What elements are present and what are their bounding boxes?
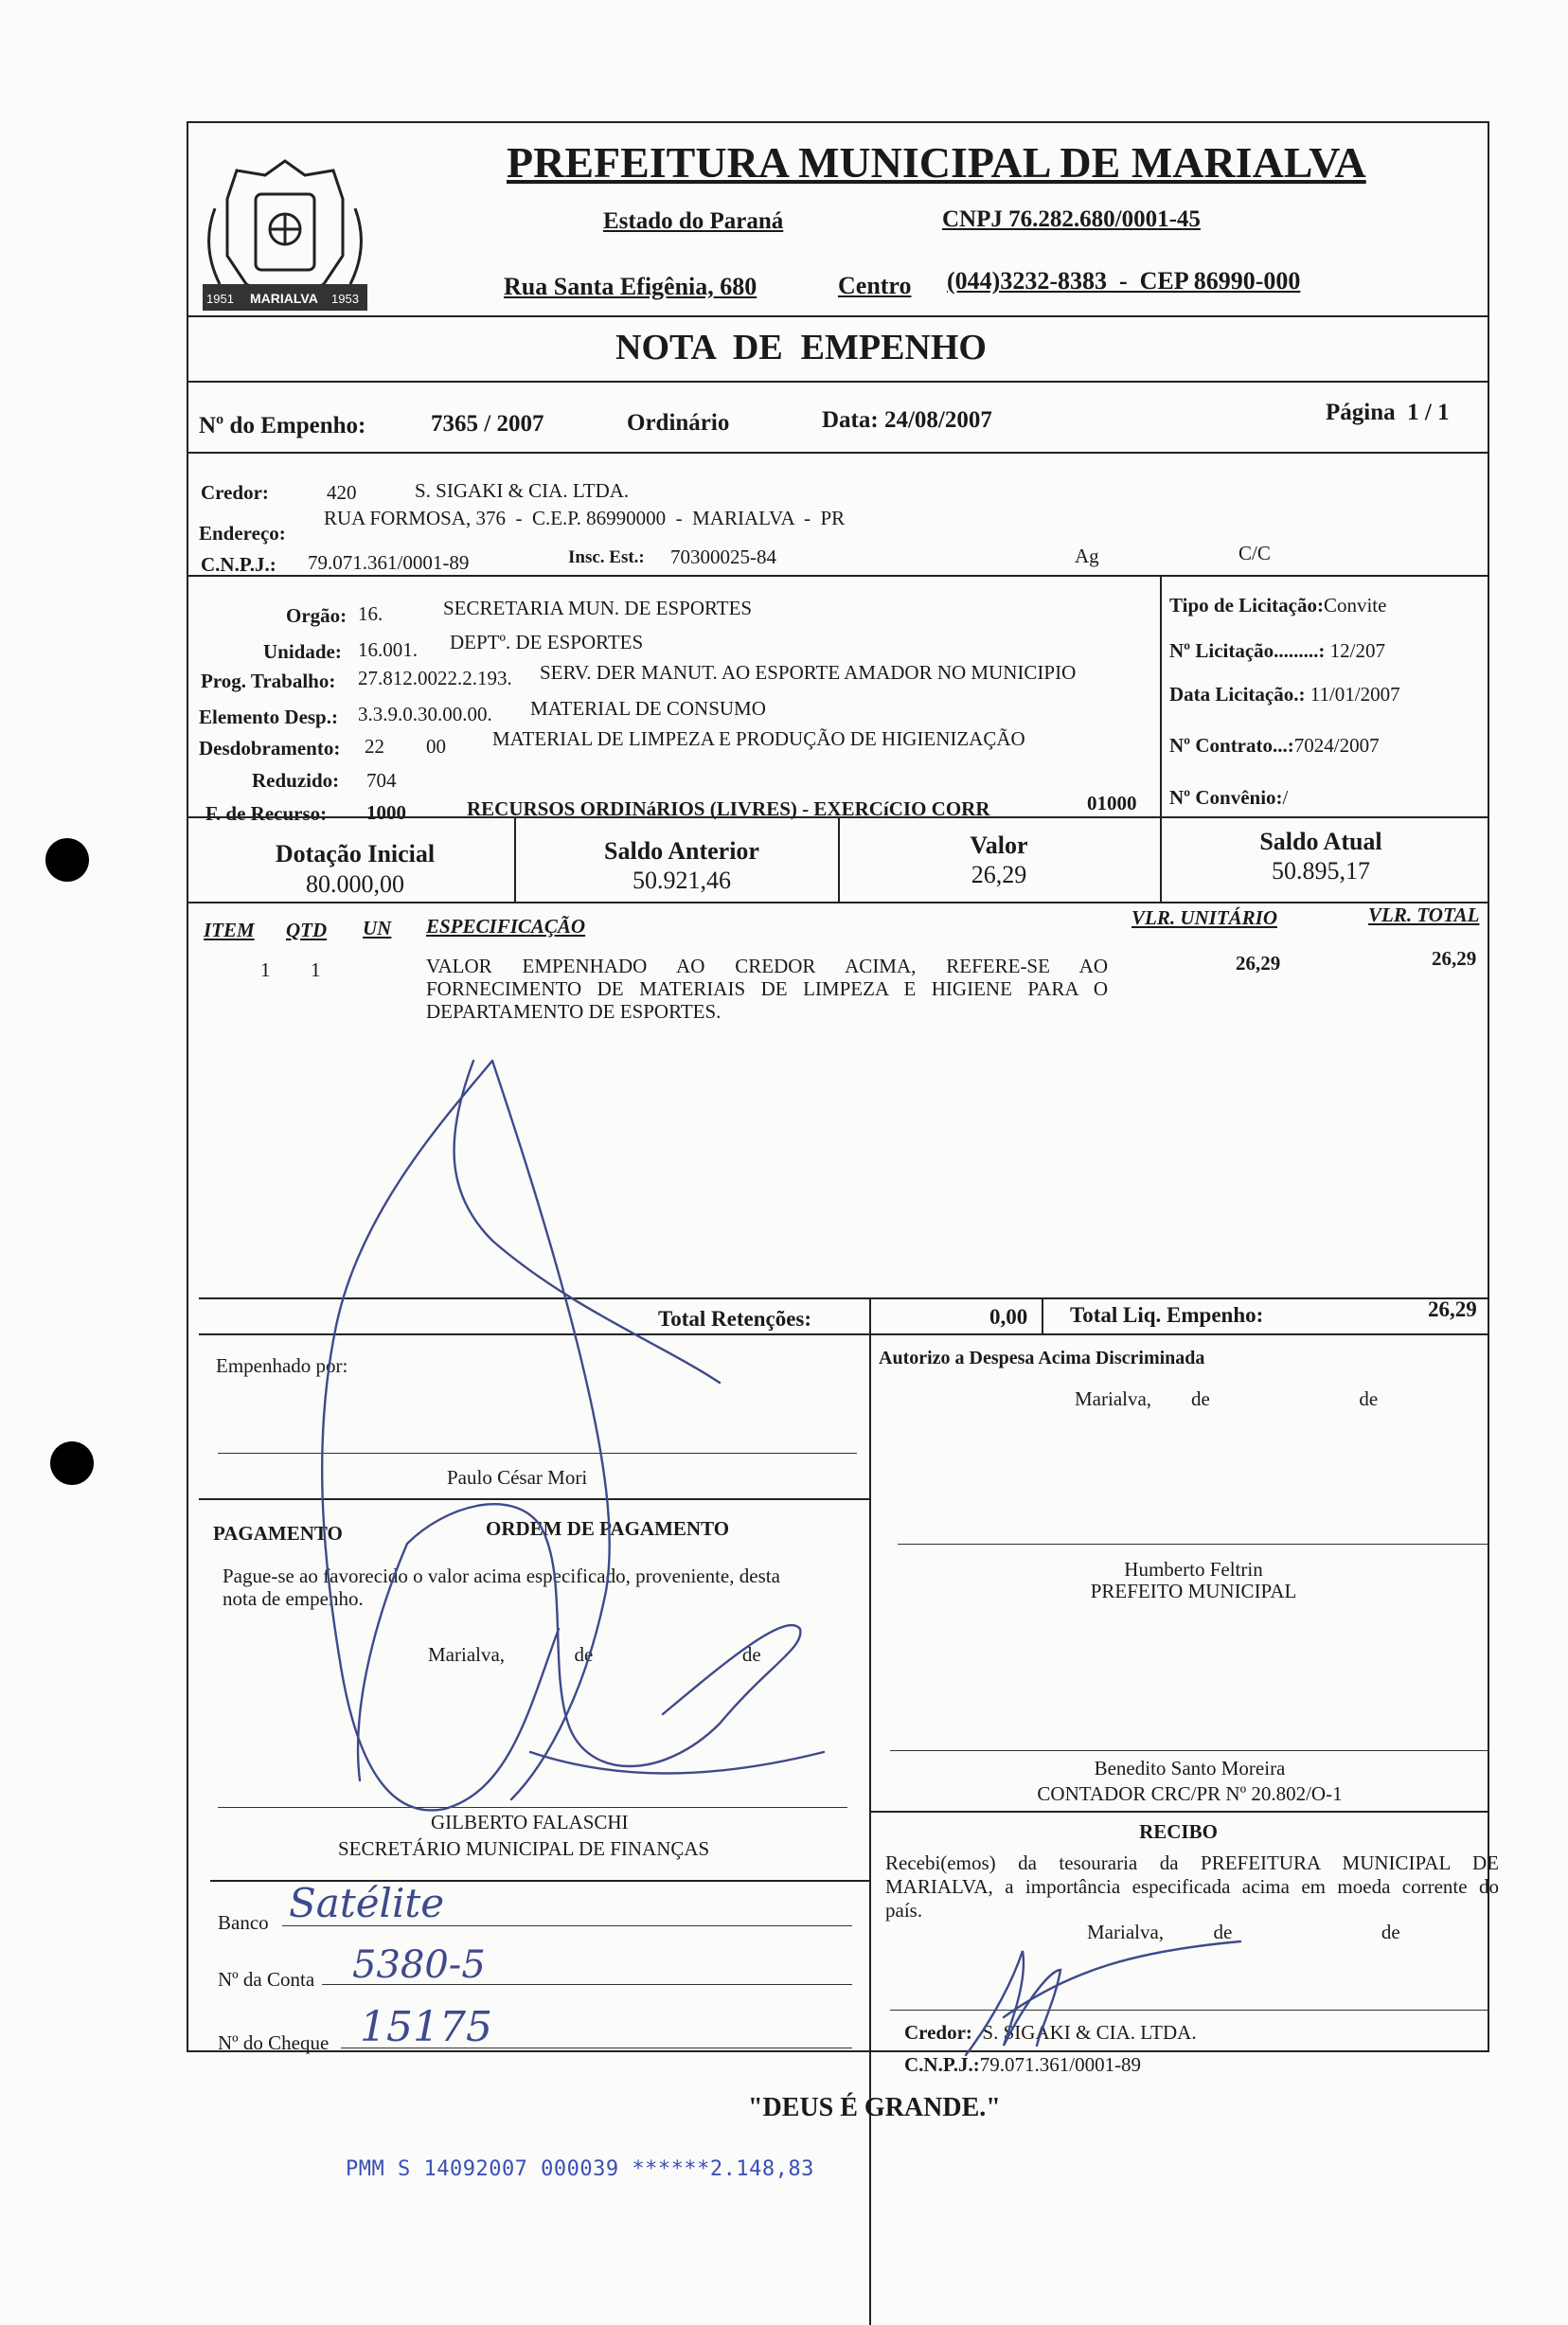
item-vlr-unitario: 26,29: [1236, 952, 1281, 975]
item-vlr-total: 26,29: [1432, 947, 1477, 970]
item-desc-line1: VALOR EMPENHADO AO CREDOR ACIMA, REFERE-SE AO: [426, 955, 1108, 977]
recibo-cnpj-value: 79.071.361/0001-89: [979, 2053, 1142, 2076]
header-cnpj: CNPJ 76.282.680/0001-45: [942, 206, 1201, 232]
licitacao-data-value: 11/01/2007: [1310, 683, 1400, 706]
empenho-page: Página 1 / 1: [1326, 400, 1450, 425]
total-retencoes-value: 0,00: [989, 1305, 1028, 1329]
total-liq-value: 26,29: [1428, 1297, 1477, 1321]
desd-label: Desdobramento:: [199, 737, 341, 760]
item-number: 1: [260, 958, 271, 981]
recibo-line2: MARIALVA, a importância especificada acima em moeda corrente do: [885, 1875, 1499, 1898]
autorizo-label: Autorizo a Despesa Acima Discriminada: [879, 1348, 1205, 1368]
header-street: Rua Santa Efigênia, 680: [504, 273, 757, 300]
elem-code: 3.3.9.0.30.00.00.: [358, 703, 492, 725]
prog-label: Prog. Trabalho:: [201, 670, 336, 692]
licitacao-data-label: Data Licitação.:: [1169, 683, 1306, 706]
contador-cargo: CONTADOR CRC/PR Nº 20.802/O-1: [1037, 1782, 1343, 1805]
empenhado-por-label: Empenhado por:: [216, 1354, 348, 1377]
signature-loop-lower: [358, 1504, 824, 1780]
doc-title: NOTA DE EMPENHO: [615, 328, 987, 367]
col-qtd: QTD: [286, 919, 328, 941]
valor-value: 26,29: [971, 861, 1027, 888]
col-espec: ESPECIFICAÇÃO: [426, 915, 586, 938]
credor-cnpj: 79.071.361/0001-89: [308, 551, 470, 574]
header-district: Centro: [838, 272, 912, 299]
conta-value: 5380-5: [352, 1943, 486, 1987]
dotacao-inicial-value: 80.000,00: [306, 870, 404, 898]
empenho-num-value: 7365 / 2007: [431, 411, 544, 437]
licitacao-convenio-label: Nº Convênio:: [1169, 786, 1283, 809]
desd-b: 00: [426, 735, 446, 758]
valor-label: Valor: [970, 832, 1028, 859]
recibo-title: RECIBO: [1139, 1820, 1218, 1843]
licitacao-contrato-label: Nº Contrato...:: [1169, 734, 1294, 757]
credor-ag: Ag: [1075, 545, 1099, 567]
dotacao-inicial-label: Dotação Inicial: [275, 840, 436, 867]
licitacao-convenio-value: /: [1282, 786, 1289, 809]
pague-line1: Pague-se ao favorecido o valor acima especificado, proveniente, desta: [223, 1565, 780, 1587]
header-state: Estado do Paraná: [603, 208, 784, 234]
prog-desc: SERV. DER MANUT. AO ESPORTE AMADOR NO MUNICIPIO: [540, 661, 1077, 684]
secretario-nome: GILBERTO FALASCHI: [431, 1811, 629, 1833]
payment-stamp: PMM S 14092007 000039 ******2.148,83: [346, 2157, 814, 2181]
marialva-autorizo: Marialva, de de: [1075, 1387, 1379, 1410]
credor-cc: C/C: [1238, 542, 1271, 564]
header-phone-cep: (044)3232-8383 - CEP 86990-000: [947, 267, 1301, 295]
recurso-desc: RECURSOS ORDINáRIOS (LIVRES) - EXERCíCIO CORR: [467, 797, 990, 820]
conta-label: Nº da Conta: [218, 1968, 315, 1991]
col-item: ITEM: [204, 919, 255, 941]
prefeito-nome: Humberto Feltrin: [1124, 1558, 1263, 1581]
credor-insc-label: Insc. Est.:: [568, 547, 645, 567]
credor-address: RUA FORMOSA, 376 - C.E.P. 86990000 - MARIALVA - PR: [324, 507, 846, 529]
unidade-label: Unidade:: [263, 640, 342, 663]
pagamento-label: PAGAMENTO: [213, 1522, 343, 1545]
signature-large-loop: [322, 1061, 720, 1810]
unidade-desc: DEPTº. DE ESPORTES: [450, 631, 644, 653]
saldo-atual-value: 50.895,17: [1272, 857, 1370, 885]
reduzido-label: Reduzido:: [252, 769, 340, 792]
credor-address-label: Endereço:: [199, 522, 286, 545]
licitacao-num-label: Nº Licitação.........:: [1169, 639, 1326, 662]
marialva-recibo: Marialva, de de: [1087, 1921, 1400, 1943]
empenhado-nome: Paulo César Mori: [447, 1466, 588, 1489]
item-qtd: 1: [311, 958, 321, 981]
contador-nome: Benedito Santo Moreira: [1094, 1757, 1286, 1780]
recurso-code: 1000: [366, 801, 406, 824]
prog-code: 27.812.0022.2.193.: [358, 667, 512, 689]
recurso-code2: 01000: [1087, 792, 1137, 814]
col-vlr-total: VLR. TOTAL: [1368, 903, 1480, 926]
banco-label: Banco: [218, 1911, 269, 1934]
credor-insc: 70300025-84: [670, 545, 776, 568]
cheque-value: 15175: [360, 2003, 492, 2051]
licitacao-num-value: 12/207: [1329, 639, 1385, 662]
pague-line2: nota de empenho.: [223, 1587, 364, 1610]
recibo-credor-label: Credor:: [904, 2021, 972, 2044]
seal-name: MARIALVA: [250, 291, 318, 306]
credor-code: 420: [327, 481, 357, 504]
unidade-code: 16.001.: [358, 638, 418, 661]
prefeito-cargo: PREFEITO MUNICIPAL: [1090, 1580, 1297, 1602]
col-vlr-unitario: VLR. UNITÁRIO: [1131, 906, 1278, 929]
recibo-line3: país.: [885, 1899, 923, 1922]
seal-year-left: 1951: [206, 292, 234, 306]
desd-a: 22: [365, 735, 384, 758]
recurso-label: F. de Recurso:: [205, 802, 328, 825]
elem-desc: MATERIAL DE CONSUMO: [530, 697, 766, 720]
seal-year-right: 1953: [331, 292, 359, 306]
credor-name: S. SIGAKI & CIA. LTDA.: [415, 479, 630, 502]
desd-desc: MATERIAL DE LIMPEZA E PRODUÇÃO DE HIGIENIZAÇÃO: [492, 727, 1025, 750]
header-title: PREFEITURA MUNICIPAL DE MARIALVA: [507, 138, 1366, 187]
orgao-code: 16.: [358, 602, 383, 625]
ordem-pagamento-label: ORDEM DE PAGAMENTO: [486, 1517, 730, 1540]
credor-label: Credor:: [201, 481, 269, 504]
marialva-pagamento: Marialva, de de: [428, 1643, 761, 1666]
motto: "DEUS É GRANDE.": [748, 2093, 1001, 2122]
licitacao-tipo-label: Tipo de Licitação:: [1169, 594, 1324, 617]
empenho-num-label: Nº do Empenho:: [199, 413, 366, 438]
orgao-desc: SECRETARIA MUN. DE ESPORTES: [443, 597, 753, 619]
recibo-line1: Recebi(emos) da tesouraria da PREFEITURA MUNICIPAL DE: [885, 1851, 1499, 1874]
empenho-date: Data: 24/08/2007: [822, 407, 992, 433]
credor-cnpj-label: C.N.P.J.:: [201, 553, 276, 576]
elem-label: Elemento Desp.:: [199, 706, 338, 728]
licitacao-tipo-value: Convite: [1323, 594, 1387, 617]
saldo-atual-label: Saldo Atual: [1259, 828, 1382, 855]
saldo-anterior-value: 50.921,46: [633, 867, 731, 894]
col-un: UN: [363, 917, 392, 939]
item-desc-line3: DEPARTAMENTO DE ESPORTES.: [426, 1000, 722, 1023]
item-desc-line2: FORNECIMENTO DE MATERIAIS DE LIMPEZA E HIGIENE PARA O: [426, 977, 1108, 1000]
recibo-credor-nome: S. SIGAKI & CIA. LTDA.: [982, 2021, 1197, 2044]
total-retencoes-label: Total Retenções:: [658, 1307, 812, 1331]
total-liq-label: Total Liq. Empenho:: [1070, 1303, 1264, 1327]
reduzido-value: 704: [366, 769, 397, 792]
cheque-label: Nº do Cheque: [218, 2031, 330, 2054]
empenho-type: Ordinário: [627, 410, 730, 436]
orgao-label: Orgão:: [286, 604, 347, 627]
banco-value: Satélite: [289, 1880, 445, 1926]
saldo-anterior-label: Saldo Anterior: [604, 837, 759, 865]
signature-recibo: [966, 1941, 1240, 2055]
secretario-cargo: SECRETÁRIO MUNICIPAL DE FINANÇAS: [338, 1837, 710, 1860]
licitacao-contrato-value: 7024/2007: [1293, 734, 1380, 757]
recibo-cnpj-label: C.N.P.J.:: [904, 2053, 980, 2076]
